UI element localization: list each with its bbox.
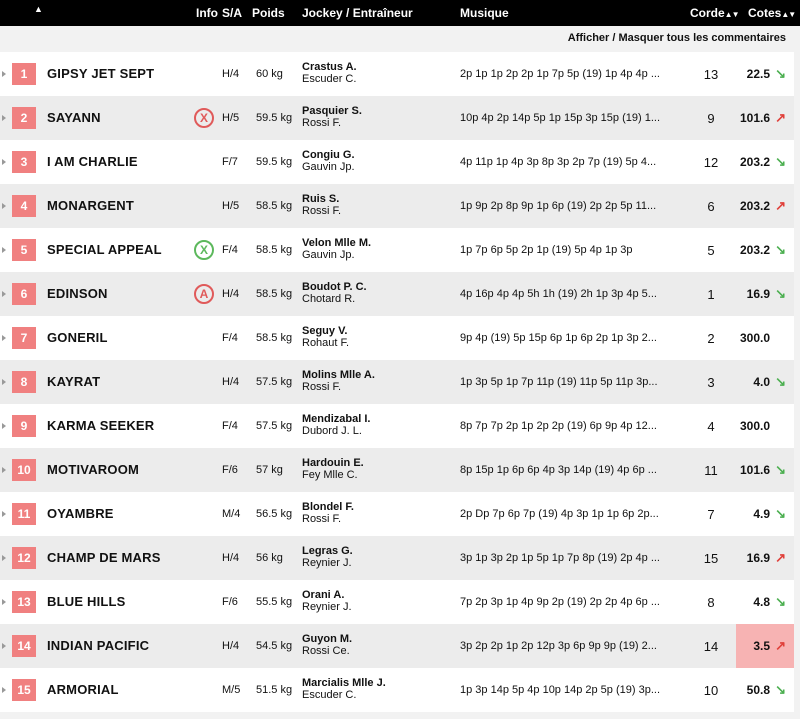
a-badge-icon[interactable]: A xyxy=(194,284,214,304)
table-header xyxy=(0,0,800,26)
cotes-label: Cotes xyxy=(748,6,782,20)
horse-name[interactable]: GIPSY JET SEPT xyxy=(47,66,155,81)
trend-down-icon: ↘ xyxy=(775,506,786,521)
horse-name[interactable]: EDINSON xyxy=(47,286,108,301)
musique: 9p 4p (19) 5p 15p 6p 1p 6p 2p 1p 3p 2... xyxy=(460,332,657,344)
odds-value: 203.2 xyxy=(739,243,770,257)
runner-number: 1 xyxy=(12,63,36,85)
weight: 58.5 kg xyxy=(256,244,293,256)
odds-cell[interactable] xyxy=(736,360,794,404)
expand-handle-icon[interactable] xyxy=(0,536,6,580)
horse-name[interactable]: MOTIVAROOM xyxy=(47,462,140,477)
sex-age: H/4 xyxy=(222,552,240,564)
sex-age: F/6 xyxy=(222,596,238,608)
sex-age: F/4 xyxy=(222,332,238,344)
trainer-name[interactable]: Reynier J. xyxy=(302,601,352,613)
table-row[interactable] xyxy=(0,140,794,184)
trainer-name[interactable]: Rossi F. xyxy=(302,381,342,393)
jockey-trainer xyxy=(302,589,352,613)
runner-number: 4 xyxy=(12,195,36,217)
odds-value: 203.2 xyxy=(739,155,770,169)
trainer-name[interactable]: Fey Mlle C. xyxy=(302,469,358,481)
jockey-trainer xyxy=(302,457,364,481)
expand-handle-icon[interactable] xyxy=(0,580,6,624)
table-row[interactable] xyxy=(0,492,794,536)
runner-number: 12 xyxy=(12,547,36,569)
runner-number: 3 xyxy=(12,151,36,173)
column-header-sa: S/A xyxy=(222,6,243,20)
horse-name[interactable]: MONARGENT xyxy=(47,198,135,213)
odds-value: 4.0 xyxy=(753,375,770,389)
jockey-trainer xyxy=(302,325,349,349)
horse-name[interactable]: OYAMBRE xyxy=(47,506,114,521)
sex-age: F/4 xyxy=(222,244,238,256)
musique: 3p 2p 2p 1p 2p 12p 3p 6p 9p 9p (19) 2... xyxy=(460,640,657,652)
horse-name[interactable]: KAYRAT xyxy=(47,374,101,389)
sex-age: H/4 xyxy=(222,288,240,300)
corde-label: Corde xyxy=(690,6,725,20)
expand-handle-icon[interactable] xyxy=(0,96,6,140)
jockey-trainer xyxy=(302,677,386,701)
odds-value: 101.6 xyxy=(739,111,770,125)
expand-handle-icon[interactable] xyxy=(0,668,6,712)
runners-table xyxy=(0,52,800,712)
trainer-name[interactable]: Rossi Ce. xyxy=(302,645,350,657)
cross-circle-icon[interactable]: X xyxy=(194,240,214,260)
table-row[interactable] xyxy=(0,448,794,492)
odds-cell[interactable] xyxy=(736,448,794,492)
weight: 51.5 kg xyxy=(256,684,293,696)
odds-value: 50.8 xyxy=(746,683,770,697)
sex-age: M/4 xyxy=(222,508,241,520)
odds-cell[interactable] xyxy=(736,316,794,360)
musique: 4p 11p 1p 4p 3p 8p 3p 2p 7p (19) 5p 4... xyxy=(460,156,657,168)
horse-name[interactable]: ARMORIAL xyxy=(47,682,119,697)
weight: 57.5 kg xyxy=(256,376,293,388)
horse-name[interactable]: I AM CHARLIE xyxy=(47,154,138,169)
sort-arrows-icon[interactable]: ▲▼ xyxy=(724,10,739,19)
sex-age: H/4 xyxy=(222,376,240,388)
odds-value: 3.5 xyxy=(753,639,770,653)
trend-down-icon: ↘ xyxy=(775,594,786,609)
table-row[interactable] xyxy=(0,52,794,96)
jockey-trainer xyxy=(302,105,362,129)
odds-value: 4.8 xyxy=(753,595,770,609)
trend-down-icon: ↘ xyxy=(775,242,786,257)
runner-number: 14 xyxy=(12,635,36,657)
weight: 57.5 kg xyxy=(256,420,293,432)
draw-number: 4 xyxy=(707,419,715,434)
jockey-trainer xyxy=(302,413,370,437)
column-header-poids: Poids xyxy=(252,6,285,20)
trend-down-icon: ↘ xyxy=(775,66,786,81)
trainer-name[interactable]: Reynier J. xyxy=(302,557,352,569)
odds-cell[interactable] xyxy=(736,492,794,536)
odds-cell[interactable] xyxy=(736,404,794,448)
musique: 8p 15p 1p 6p 6p 4p 3p 14p (19) 4p 6p ... xyxy=(460,464,657,476)
jockey-name[interactable]: Blondel F. xyxy=(302,501,354,513)
table-row[interactable] xyxy=(0,96,794,140)
odds-cell[interactable] xyxy=(736,580,794,624)
jockey-name[interactable]: Guyon M. xyxy=(302,633,353,645)
odds-value: 300.0 xyxy=(739,419,770,433)
draw-number: 2 xyxy=(707,331,715,346)
table-row[interactable] xyxy=(0,272,794,316)
trainer-name[interactable]: Dubord J. L. xyxy=(302,425,362,437)
trainer-name[interactable]: Gauvin Jp. xyxy=(302,161,355,173)
musique: 2p Dp 7p 6p 7p (19) 4p 3p 1p 1p 6p 2p... xyxy=(460,508,659,520)
jockey-name[interactable]: Legras G. xyxy=(302,545,353,557)
draw-number: 8 xyxy=(707,595,715,610)
expand-handle-icon[interactable] xyxy=(0,448,6,492)
odds-cell[interactable] xyxy=(736,52,794,96)
column-header-cotes[interactable] xyxy=(748,6,795,20)
trend-up-icon: ↗ xyxy=(775,638,786,653)
trend-down-icon: ↘ xyxy=(775,286,786,301)
jockey-name[interactable]: Velon Mlle M. xyxy=(302,237,372,249)
table-row[interactable] xyxy=(0,580,794,624)
odds-cell[interactable] xyxy=(736,184,794,228)
odds-cell[interactable] xyxy=(736,272,794,316)
sex-age: H/5 xyxy=(222,200,240,212)
musique: 1p 3p 5p 1p 7p 11p (19) 11p 5p 11p 3p... xyxy=(460,376,658,388)
odds-cell[interactable] xyxy=(736,228,794,272)
odds-value: 300.0 xyxy=(739,331,770,345)
trainer-name[interactable]: Chotard R. xyxy=(302,293,356,305)
jockey-trainer xyxy=(302,281,367,305)
sex-age: H/5 xyxy=(222,112,240,124)
expand-handle-icon[interactable] xyxy=(0,316,6,360)
jockey-trainer xyxy=(302,149,355,173)
sex-age: H/4 xyxy=(222,68,240,80)
musique: 10p 4p 2p 14p 5p 1p 15p 3p 15p (19) 1... xyxy=(460,112,660,124)
runner-number: 9 xyxy=(12,415,36,437)
draw-number: 11 xyxy=(704,463,718,478)
odds-cell[interactable] xyxy=(736,536,794,580)
jockey-name[interactable]: Pasquier S. xyxy=(302,105,362,117)
trainer-name[interactable]: Rossi F. xyxy=(302,205,342,217)
weight: 55.5 kg xyxy=(256,596,293,608)
trend-down-icon: ↘ xyxy=(775,374,786,389)
column-header-jockey: Jockey / Entraîneur xyxy=(302,6,413,20)
weight: 58.5 kg xyxy=(256,200,293,212)
trend-down-icon: ↘ xyxy=(775,154,786,169)
table-row[interactable] xyxy=(0,404,794,448)
odds-cell[interactable] xyxy=(736,624,794,668)
jockey-trainer xyxy=(302,369,375,393)
odds-cell[interactable] xyxy=(736,140,794,184)
draw-number: 13 xyxy=(703,67,719,82)
musique: 8p 7p 7p 2p 1p 2p 2p (19) 6p 9p 4p 12... xyxy=(460,420,657,432)
weight: 56 kg xyxy=(256,552,283,564)
runner-number: 5 xyxy=(12,239,36,261)
trainer-name[interactable]: Rohaut F. xyxy=(302,337,350,349)
trainer-name[interactable]: Gauvin Jp. xyxy=(302,249,355,261)
horse-name[interactable]: SAYANN xyxy=(47,110,101,125)
expand-handle-icon[interactable] xyxy=(0,140,6,184)
expand-handle-icon[interactable] xyxy=(0,272,6,316)
runner-number: 15 xyxy=(12,679,36,701)
jockey-name[interactable]: Marcialis Mlle J. xyxy=(302,677,386,689)
jockey-name[interactable]: Hardouin E. xyxy=(302,457,364,469)
odds-value: 101.6 xyxy=(739,463,770,477)
jockey-name[interactable]: Seguy V. xyxy=(302,325,348,337)
column-header-corde[interactable] xyxy=(690,6,739,20)
jockey-name[interactable]: Molins Mlle A. xyxy=(302,369,375,381)
odds-value: 203.2 xyxy=(739,199,770,213)
jockey-trainer xyxy=(302,545,353,569)
draw-number: 12 xyxy=(703,155,719,170)
musique: 3p 1p 3p 2p 1p 5p 1p 7p 8p (19) 2p 4p ... xyxy=(460,552,660,564)
sex-age: F/7 xyxy=(222,156,238,168)
sex-age: F/4 xyxy=(222,420,238,432)
odds-value: 16.9 xyxy=(746,551,770,565)
trend-down-icon: ↘ xyxy=(775,682,786,697)
sex-age: H/4 xyxy=(222,640,240,652)
musique: 1p 3p 14p 5p 4p 10p 14p 2p 5p (19) 3p... xyxy=(460,684,660,696)
draw-number: 10 xyxy=(703,683,719,698)
expand-handle-icon[interactable] xyxy=(0,52,6,96)
musique: 1p 7p 6p 5p 2p 1p (19) 5p 4p 1p 3p xyxy=(460,244,633,256)
expand-handle-icon[interactable] xyxy=(0,184,6,228)
runner-number: 6 xyxy=(12,283,36,305)
runner-number: 7 xyxy=(12,327,36,349)
weight: 57 kg xyxy=(256,464,283,476)
table-row[interactable] xyxy=(0,184,794,228)
expand-handle-icon[interactable] xyxy=(0,404,6,448)
table-row[interactable] xyxy=(0,316,794,360)
runner-number: 8 xyxy=(12,371,36,393)
odds-cell[interactable] xyxy=(736,96,794,140)
musique: 1p 9p 2p 8p 9p 1p 6p (19) 2p 2p 5p 11... xyxy=(460,200,657,212)
draw-number: 14 xyxy=(703,639,719,654)
expand-handle-icon[interactable] xyxy=(0,360,6,404)
runner-number: 11 xyxy=(12,503,36,525)
draw-number: 1 xyxy=(707,287,715,302)
table-row[interactable] xyxy=(0,228,794,272)
weight: 60 kg xyxy=(256,68,283,80)
sex-age: M/5 xyxy=(222,684,241,696)
horse-name[interactable]: GONERIL xyxy=(47,330,108,345)
draw-number: 7 xyxy=(707,507,715,522)
expand-handle-icon[interactable] xyxy=(0,624,6,668)
odds-cell[interactable] xyxy=(736,668,794,712)
jockey-trainer xyxy=(302,237,371,261)
draw-number: 9 xyxy=(707,111,715,126)
horse-name[interactable]: INDIAN PACIFIC xyxy=(47,638,150,653)
runner-number: 2 xyxy=(12,107,36,129)
jockey-name[interactable]: Boudot P. C. xyxy=(302,281,367,293)
jockey-name[interactable]: Ruis S. xyxy=(302,193,340,205)
toggle-comments-bar xyxy=(0,26,800,52)
weight: 56.5 kg xyxy=(256,508,293,520)
horse-name[interactable]: KARMA SEEKER xyxy=(47,418,155,433)
weight: 58.5 kg xyxy=(256,332,293,344)
weight: 59.5 kg xyxy=(256,156,293,168)
expand-handle-icon[interactable] xyxy=(0,492,6,536)
table-row[interactable] xyxy=(0,536,794,580)
trend-down-icon: ↘ xyxy=(775,462,786,477)
weight: 58.5 kg xyxy=(256,288,293,300)
draw-number: 15 xyxy=(703,551,719,566)
jockey-trainer xyxy=(302,193,341,217)
weight: 54.5 kg xyxy=(256,640,293,652)
column-header-musique: Musique xyxy=(460,6,509,20)
weight: 59.5 kg xyxy=(256,112,293,124)
runner-number: 10 xyxy=(12,459,36,481)
horse-name[interactable]: SPECIAL APPEAL xyxy=(47,242,162,257)
jockey-trainer xyxy=(302,633,352,657)
draw-number: 5 xyxy=(707,243,715,258)
musique: 7p 2p 3p 1p 4p 9p 2p (19) 2p 2p 4p 6p ... xyxy=(460,596,660,608)
horse-name[interactable]: CHAMP DE MARS xyxy=(47,550,161,565)
draw-number: 3 xyxy=(707,375,715,390)
jockey-trainer xyxy=(302,501,354,525)
draw-number: 6 xyxy=(707,199,715,214)
jockey-name[interactable]: Mendizabal I. xyxy=(302,413,371,425)
sort-arrows-icon[interactable]: ▲▼ xyxy=(781,10,796,19)
runner-number: 13 xyxy=(12,591,36,613)
odds-value: 16.9 xyxy=(746,287,770,301)
jockey-name[interactable]: Crastus A. xyxy=(302,61,357,73)
toggle-comments-link[interactable]: Afficher / Masquer tous les commentaires xyxy=(567,32,786,44)
sort-up-icon[interactable]: ▲ xyxy=(34,4,43,14)
odds-value: 4.9 xyxy=(753,507,770,521)
expand-handle-icon[interactable] xyxy=(0,228,6,272)
table-row[interactable] xyxy=(0,624,794,668)
cross-circle-icon[interactable]: X xyxy=(194,108,214,128)
column-header-info: Info xyxy=(196,6,218,20)
jockey-name[interactable]: Congiu G. xyxy=(302,149,355,161)
jockey-name[interactable]: Orani A. xyxy=(302,589,345,601)
horse-name[interactable]: BLUE HILLS xyxy=(47,594,126,609)
musique: 2p 1p 1p 2p 2p 1p 7p 5p (19) 1p 4p 4p ... xyxy=(460,68,660,80)
jockey-trainer xyxy=(302,61,357,85)
musique: 4p 16p 4p 4p 5h 1h (19) 2h 1p 3p 4p 5... xyxy=(460,288,657,300)
sex-age: F/6 xyxy=(222,464,238,476)
trainer-name[interactable]: Escuder C. xyxy=(302,73,357,85)
trainer-name[interactable]: Rossi F. xyxy=(302,117,342,129)
table-row[interactable] xyxy=(0,668,794,712)
trainer-name[interactable]: Rossi F. xyxy=(302,513,342,525)
trend-up-icon: ↗ xyxy=(775,550,786,565)
trend-up-icon: ↗ xyxy=(775,198,786,213)
table-row[interactable] xyxy=(0,360,794,404)
trend-up-icon: ↗ xyxy=(775,110,786,125)
odds-value: 22.5 xyxy=(746,67,770,81)
trainer-name[interactable]: Escuder C. xyxy=(302,689,357,701)
